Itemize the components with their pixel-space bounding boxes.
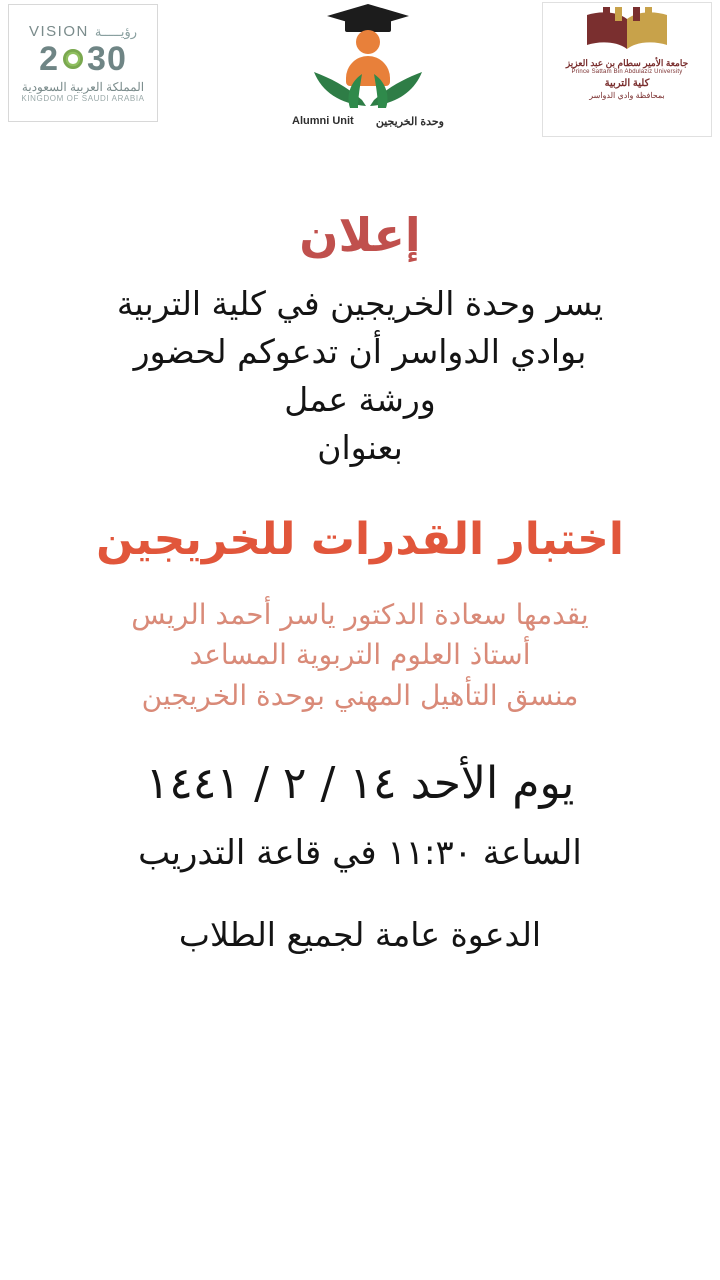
- poster-content: [0, 208, 720, 954]
- vision-number-left: 2: [39, 40, 60, 78]
- vision-number: [39, 42, 127, 76]
- alumni-unit-arabic-label: وحدة الخريجين: [375, 116, 444, 128]
- poster-intro-line: بوادي الدواسر أن تدعوكم لحضور: [133, 331, 587, 371]
- vision-number-right: 30: [87, 40, 127, 78]
- poster-intro-line: ورشة عمل: [284, 379, 436, 419]
- alumni-logo-labels: [288, 115, 448, 128]
- header-logo-bar: [0, 0, 720, 150]
- alumni-person-head: [356, 30, 380, 54]
- vision-2030-logo: [8, 4, 158, 122]
- poster-headline: إعلان: [299, 208, 421, 262]
- vision-knot-icon: [60, 46, 86, 72]
- alumni-laurel-icon: [288, 52, 448, 112]
- vision-word-text: VISION: [28, 23, 89, 40]
- vision-arabic-word-text: رؤيـــــة: [94, 23, 138, 39]
- alumni-unit-english-label: Alumni Unit: [292, 115, 354, 127]
- university-location: بمحافظة وادي الدواسر: [589, 91, 665, 100]
- poster-intro: [0, 280, 720, 471]
- university-arabic-name: جامعة الأمير سطام بن عبد العزيز: [565, 58, 689, 68]
- vision-kingdom-arabic: المملكة العربية السعودية: [21, 80, 145, 94]
- presenter-line: يقدمها سعادة الدكتور ياسر أحمد الريس: [131, 597, 589, 631]
- vision-kingdom-english: KINGDOM OF SAUDI ARABIA: [21, 94, 145, 103]
- event-date: يوم الأحد ١٤ / ٢ / ١٤٤١: [145, 758, 575, 810]
- university-logo: [542, 2, 712, 137]
- presenter-line: منسق التأهيل المهني بوحدة الخريجين: [141, 678, 579, 712]
- poster-intro-line: يسر وحدة الخريجين في كلية التربية: [116, 284, 604, 323]
- vision-logo-top-row: [29, 23, 137, 40]
- open-book-icon: [579, 7, 675, 51]
- presenter-block: [0, 595, 720, 717]
- presenter-line: أستاذ العلوم التربوية المساعد: [189, 638, 531, 672]
- university-college-name: كلية التربية: [604, 78, 650, 89]
- poster-intro-line: بعنوان: [317, 427, 403, 467]
- invitation-note: الدعوة عامة لجميع الطلاب: [178, 915, 542, 955]
- workshop-title: اختبار القدرات للخريجين: [96, 514, 624, 566]
- university-english-name: Prince Sattam Bin Abdulaziz University: [571, 69, 683, 75]
- alumni-unit-logo: [288, 0, 448, 140]
- event-time-and-venue: الساعة ١١:٣٠ في قاعة التدريب: [138, 833, 582, 874]
